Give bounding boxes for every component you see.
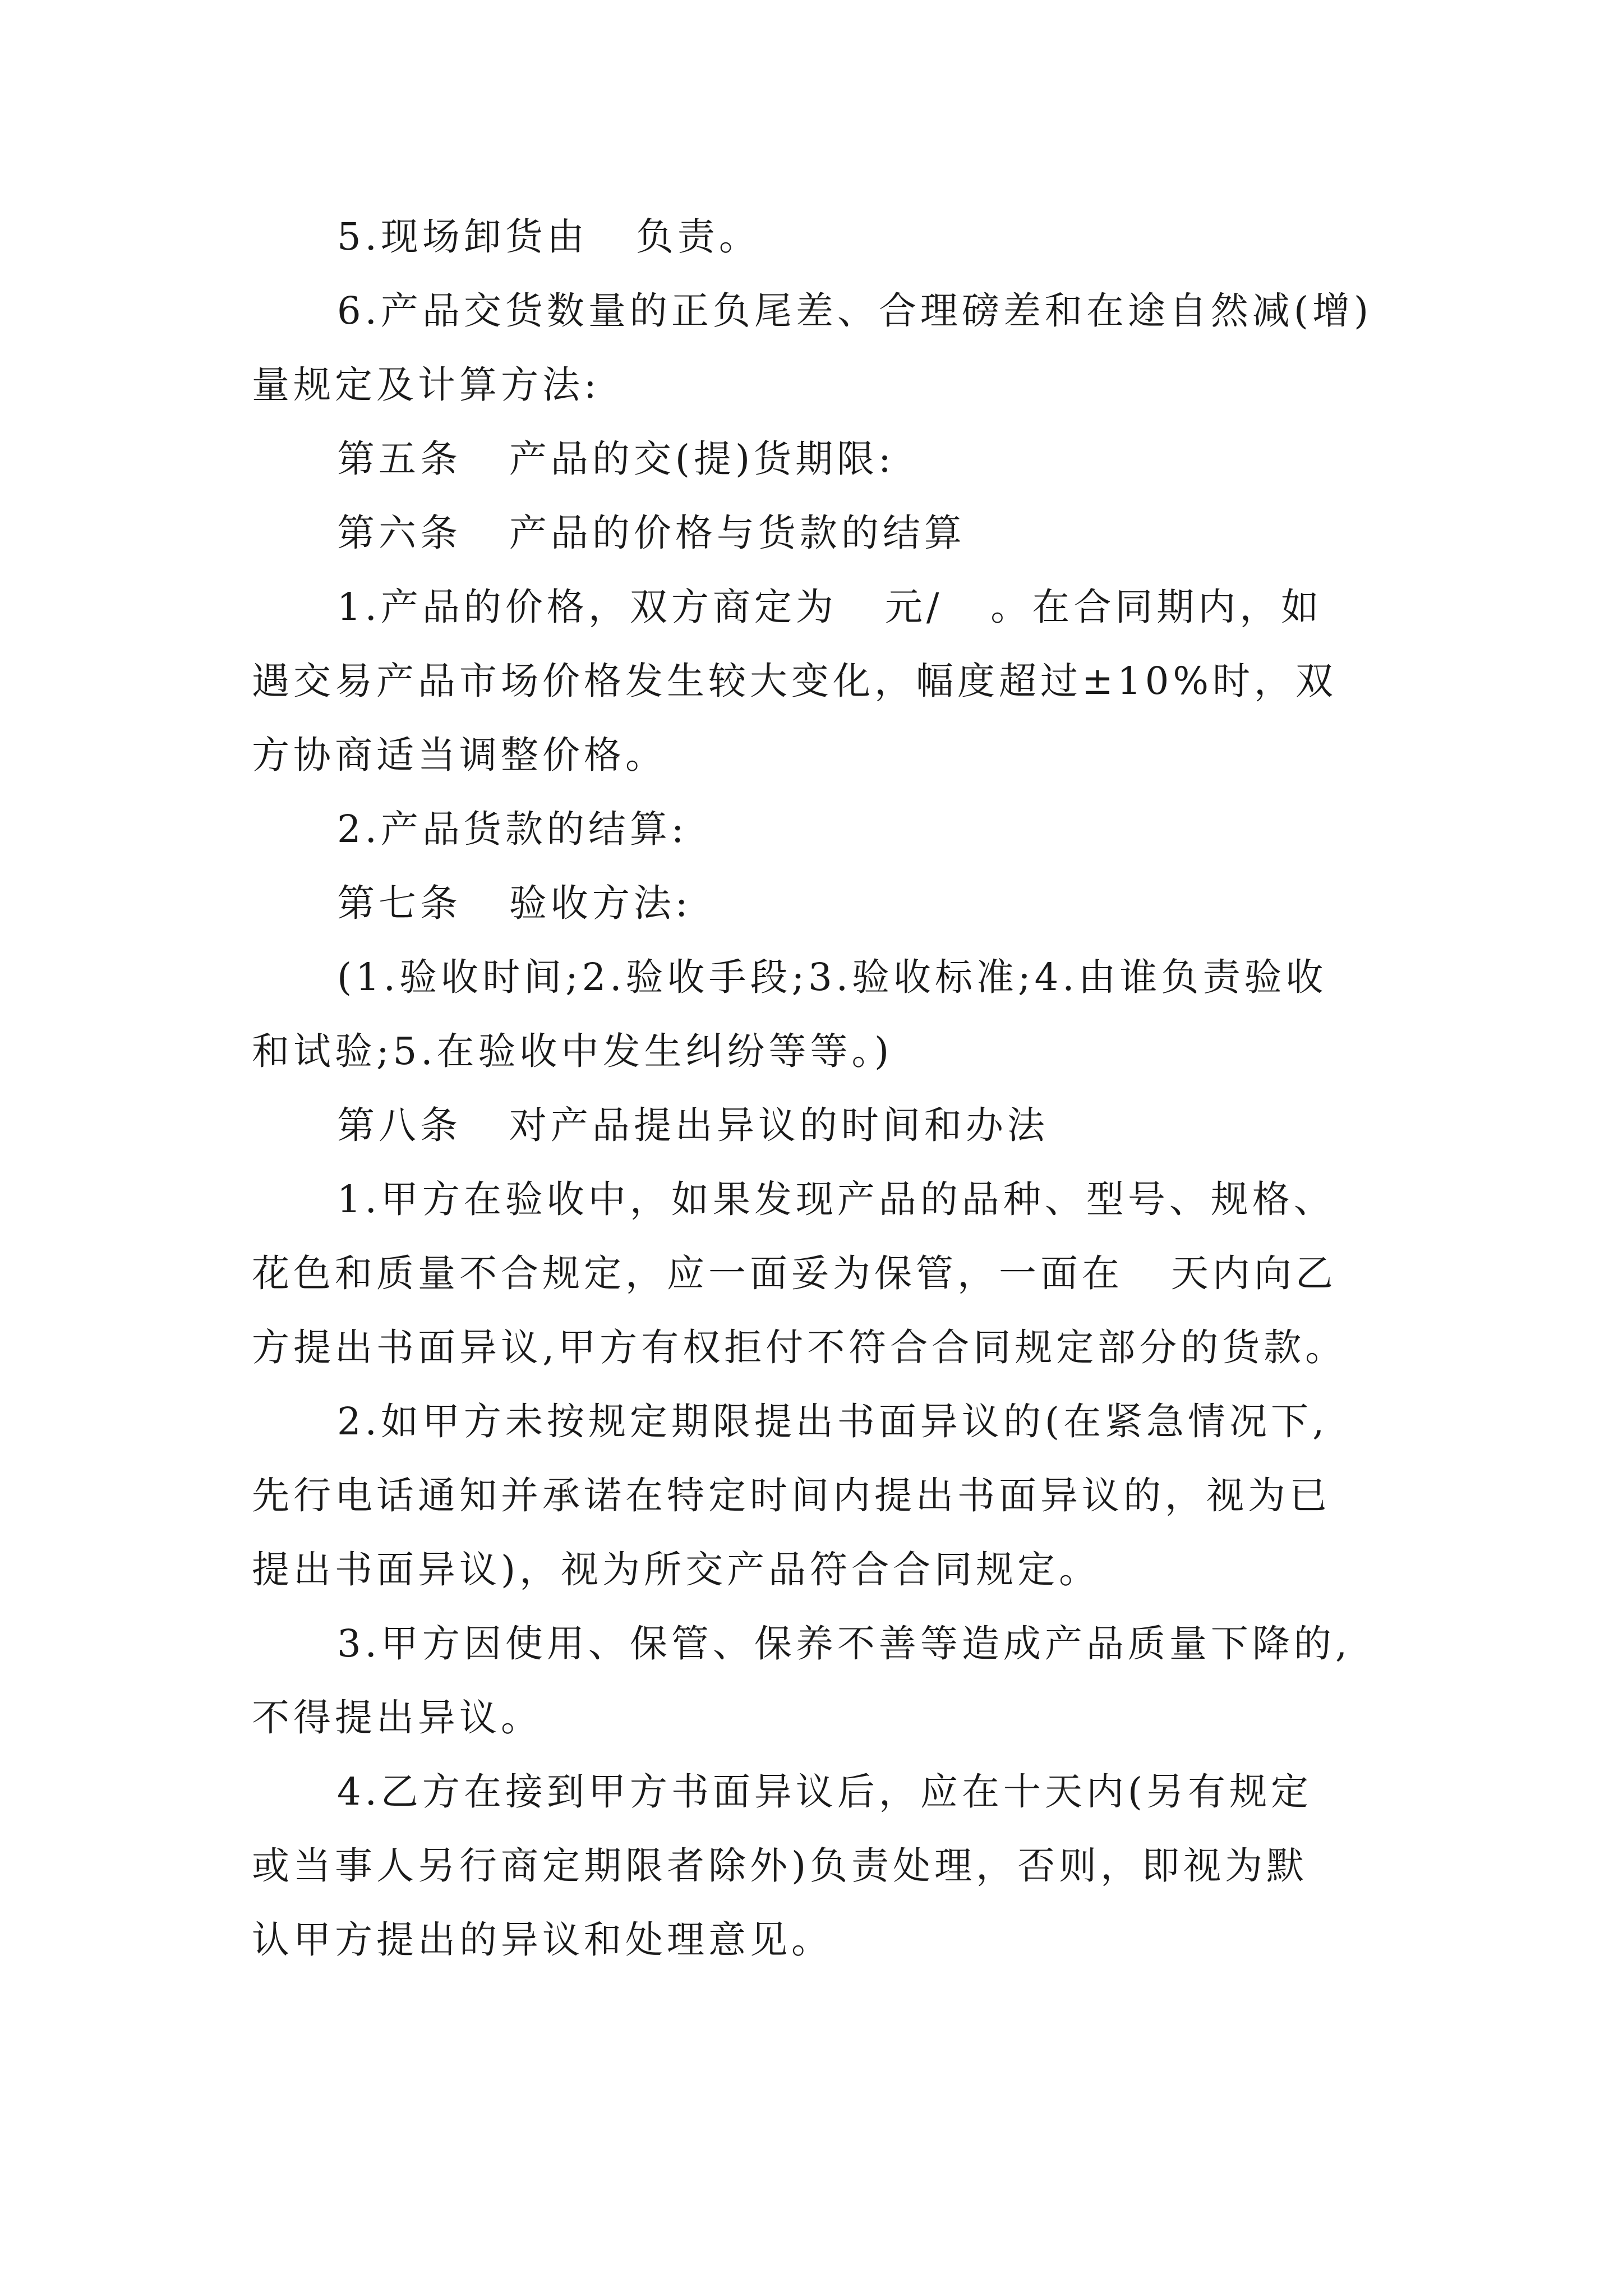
clause-line: 提出书面异议)，视为所交产品符合合同规定。 (252, 1548, 1101, 1591)
clause-line: 不得提出异议。 (252, 1696, 542, 1740)
clause-line: 先行电话通知并承诺在特定时间内提出书面异议的，视为已 (252, 1474, 1331, 1517)
article-heading: 第八条 对产品提出异议的时间和办法 (337, 1103, 1049, 1147)
article-heading: 第六条 产品的价格与货款的结算 (337, 511, 966, 555)
clause-line: 6.产品交货数量的正负尾差、合理磅差和在途自然减(增) (337, 289, 1373, 333)
clause-line: 2.产品货款的结算: (337, 807, 688, 851)
article-heading: 第五条 产品的交(提)货期限: (337, 437, 895, 481)
clause-line: 1.甲方在验收中，如果发现产品的品种、型号、规格、 (337, 1177, 1335, 1221)
clause-line: 方提出书面异议,甲方有权拒付不符合合同规定部分的货款。 (252, 1326, 1347, 1369)
article-heading: 第七条 验收方法: (337, 881, 692, 925)
clause-line: 遇交易产品市场价格发生较大变化，幅度超过±10%时，双 (252, 659, 1338, 703)
contract-text-body (252, 200, 1387, 1977)
clause-line: 认甲方提出的异议和处理意见。 (252, 1918, 833, 1962)
clause-line: 1.产品的价格，双方商定为 元/ 。在合同期内，如 (337, 585, 1323, 629)
clause-line: 花色和质量不合规定，应一面妥为保管，一面在 天内向乙 (252, 1251, 1337, 1295)
clause-line: (1.验收时间;2.验收手段;3.验收标准;4.由谁负责验收 (337, 955, 1327, 999)
clause-line: 2.如甲方未按规定期限提出书面异议的(在紧急情况下, (337, 1400, 1329, 1443)
clause-line: 或当事人另行商定期限者除外)负责处理，否则，即视为默 (252, 1844, 1308, 1888)
clause-line: 4.乙方在接到甲方书面异议后，应在十天内(另有规定 (337, 1770, 1313, 1814)
clause-line: 量规定及计算方法: (252, 363, 601, 407)
clause-line: 方协商适当调整价格。 (252, 733, 667, 777)
clause-line: 3.甲方因使用、保管、保养不善等造成产品质量下降的, (337, 1622, 1352, 1665)
clause-line: 和试验;5.在验收中发生纠纷等等。) (252, 1029, 893, 1073)
clause-line: 5.现场卸货由 负责。 (337, 215, 760, 259)
